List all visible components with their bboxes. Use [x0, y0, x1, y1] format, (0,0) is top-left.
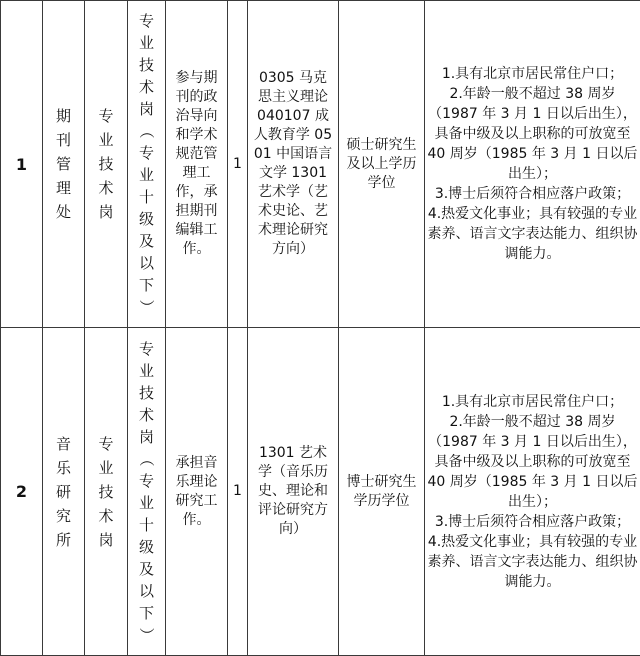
job-duty: 参与期刊的政治导向和学术规范管理工作，承担期刊编辑工作。: [166, 69, 227, 259]
position-level: [139, 10, 154, 318]
job-duty: 承担音乐理论研究工作。: [166, 454, 227, 530]
position-title: 专业技术岗: [139, 12, 154, 118]
department-cell: [43, 328, 85, 656]
requirement-item: 1.具有北京市居民常住户口；: [425, 392, 640, 412]
degree-cell: [339, 1, 425, 328]
category-cell: [85, 1, 128, 328]
degree-requirement: 博士研究生 学历学位: [339, 473, 424, 511]
requirements-cell: [425, 1, 640, 328]
major-cell: [248, 1, 339, 328]
requirement-item: 3.博士后须符合相应落户政策；: [425, 512, 640, 532]
requirement-item: 2.年龄一般不超过 38 周岁（1987 年 3 月 1 日以后出生），具备中级及以上职称的可放宽至 40 周岁（1985 年 3 月 1 日以后出生）；: [425, 412, 640, 512]
position-close-paren: ）: [139, 296, 154, 318]
job-category: 专业技术岗: [99, 104, 114, 224]
requirement-item: 4.热爱文化事业；具有较强的专业素养、语言文字表达能力、组织协调能力。: [425, 532, 640, 592]
department-name: 音乐研究所: [56, 432, 71, 552]
headcount: 1: [228, 328, 248, 656]
table-row: [1, 328, 640, 656]
table-row: [1, 1, 640, 328]
degree-cell: [339, 328, 425, 656]
headcount: 1: [228, 1, 248, 328]
major-cell: [248, 328, 339, 656]
requirement-item: 1.具有北京市居民常住户口；: [425, 64, 640, 84]
row-number: 2: [1, 328, 43, 656]
requirement-item: 2.年龄一般不超过 38 周岁（1987 年 3 月 1 日以后出生），具备中级及以上职称的可放宽至 40 周岁（1985 年 3 月 1 日以后出生）；: [425, 84, 640, 184]
major-requirement: 0305 马克思主义理论 040107 成人教育学 0501 中国语言文学 1301 艺术学（艺术史论、艺术理论研究方向）: [248, 69, 338, 259]
job-category: 专业技术岗: [99, 432, 114, 552]
duty-cell: [166, 328, 228, 656]
requirement-item: 3.博士后须符合相应落户政策；: [425, 184, 640, 204]
department-name: 期刊管理处: [56, 104, 71, 224]
position-cell: [128, 328, 166, 656]
department-cell: [43, 1, 85, 328]
duty-cell: [166, 1, 228, 328]
position-open-paren: （: [139, 448, 154, 470]
requirement-item: 4.热爱文化事业；具有较强的专业素养、语言文字表达能力、组织协调能力。: [425, 204, 640, 264]
row-number: 1: [1, 1, 43, 328]
degree-requirement: 硕士研究生及以上学历学位: [339, 136, 424, 193]
category-cell: [85, 328, 128, 656]
position-title: 专业技术岗: [139, 340, 154, 446]
requirements-cell: [425, 328, 640, 656]
position-close-paren: ）: [139, 624, 154, 646]
position-grade: 专业十级及以下: [139, 472, 154, 622]
position-open-paren: （: [139, 120, 154, 142]
position-grade: 专业十级及以下: [139, 144, 154, 294]
position-cell: [128, 1, 166, 328]
major-requirement: 1301 艺术学（音乐历史、理论和评论研究方向）: [248, 444, 338, 539]
position-level: [139, 338, 154, 646]
